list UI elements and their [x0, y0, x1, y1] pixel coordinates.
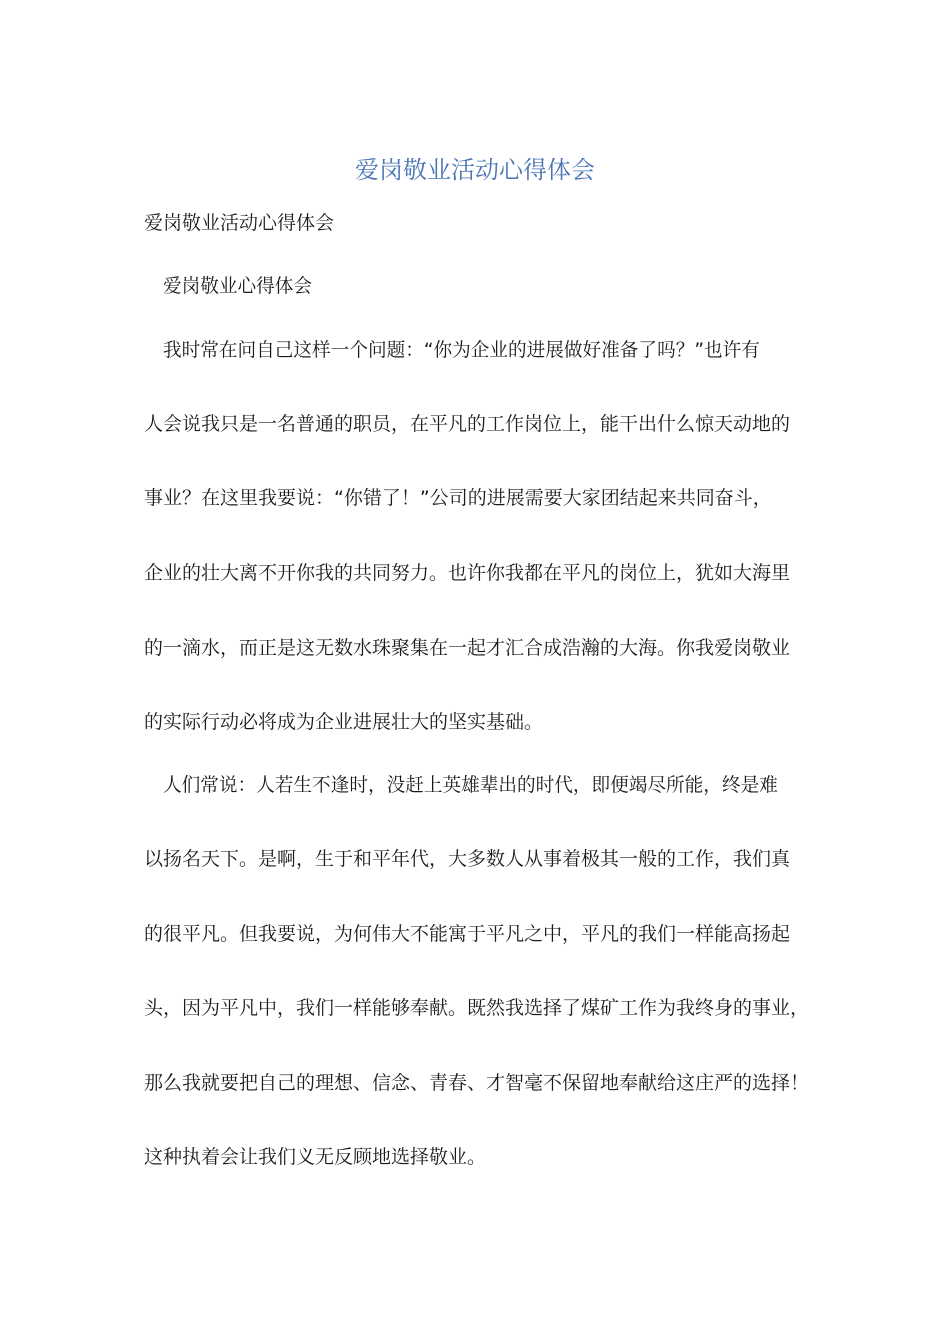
paragraph-line: 企业的壮大离不开你我的共同努力。也许你我都在平凡的岗位上，犹如大海里	[144, 562, 791, 584]
paragraph-line: 以扬名天下。是啊，生于和平年代，大多数人从事着极其一般的工作，我们真	[144, 848, 791, 870]
document-title: 爱岗敬业活动心得体会	[355, 156, 595, 184]
paragraph-line: 那么我就要把自己的理想、信念、青春、才智毫不保留地奉献给这庄严的选择！	[144, 1072, 810, 1094]
paragraph-line: 这种执着会让我们义无反顾地选择敬业。	[144, 1146, 487, 1168]
paragraph-line: 事业？在这里我要说：“你错了！”公司的进展需要大家团结起来共同奋斗，	[144, 487, 772, 509]
paragraph-line: 我时常在问自己这样一个问题：“你为企业的进展做好准备了吗？”也许有	[163, 339, 760, 361]
document-subtitle: 爱岗敬业活动心得体会	[144, 212, 335, 234]
paragraph-line: 的很平凡。但我要说，为何伟大不能寓于平凡之中，平凡的我们一样能高扬起	[144, 923, 791, 945]
paragraph-line: 的实际行动必将成为企业进展壮大的坚实基础。	[144, 711, 544, 733]
paragraph-line: 的一滴水，而正是这无数水珠聚集在一起才汇合成浩瀚的大海。你我爱岗敬业	[144, 637, 791, 659]
paragraph-line: 人们常说：人若生不逢时，没赶上英雄辈出的时代，即便竭尽所能，终是难	[163, 774, 778, 796]
paragraph-line: 头，因为平凡中，我们一样能够奉献。既然我选择了煤矿工作为我终身的事业，	[144, 997, 810, 1019]
paragraph-line: 人会说我只是一名普通的职员，在平凡的工作岗位上，能干出什么惊天动地的	[144, 413, 791, 435]
section-heading: 爱岗敬业心得体会	[163, 275, 313, 297]
